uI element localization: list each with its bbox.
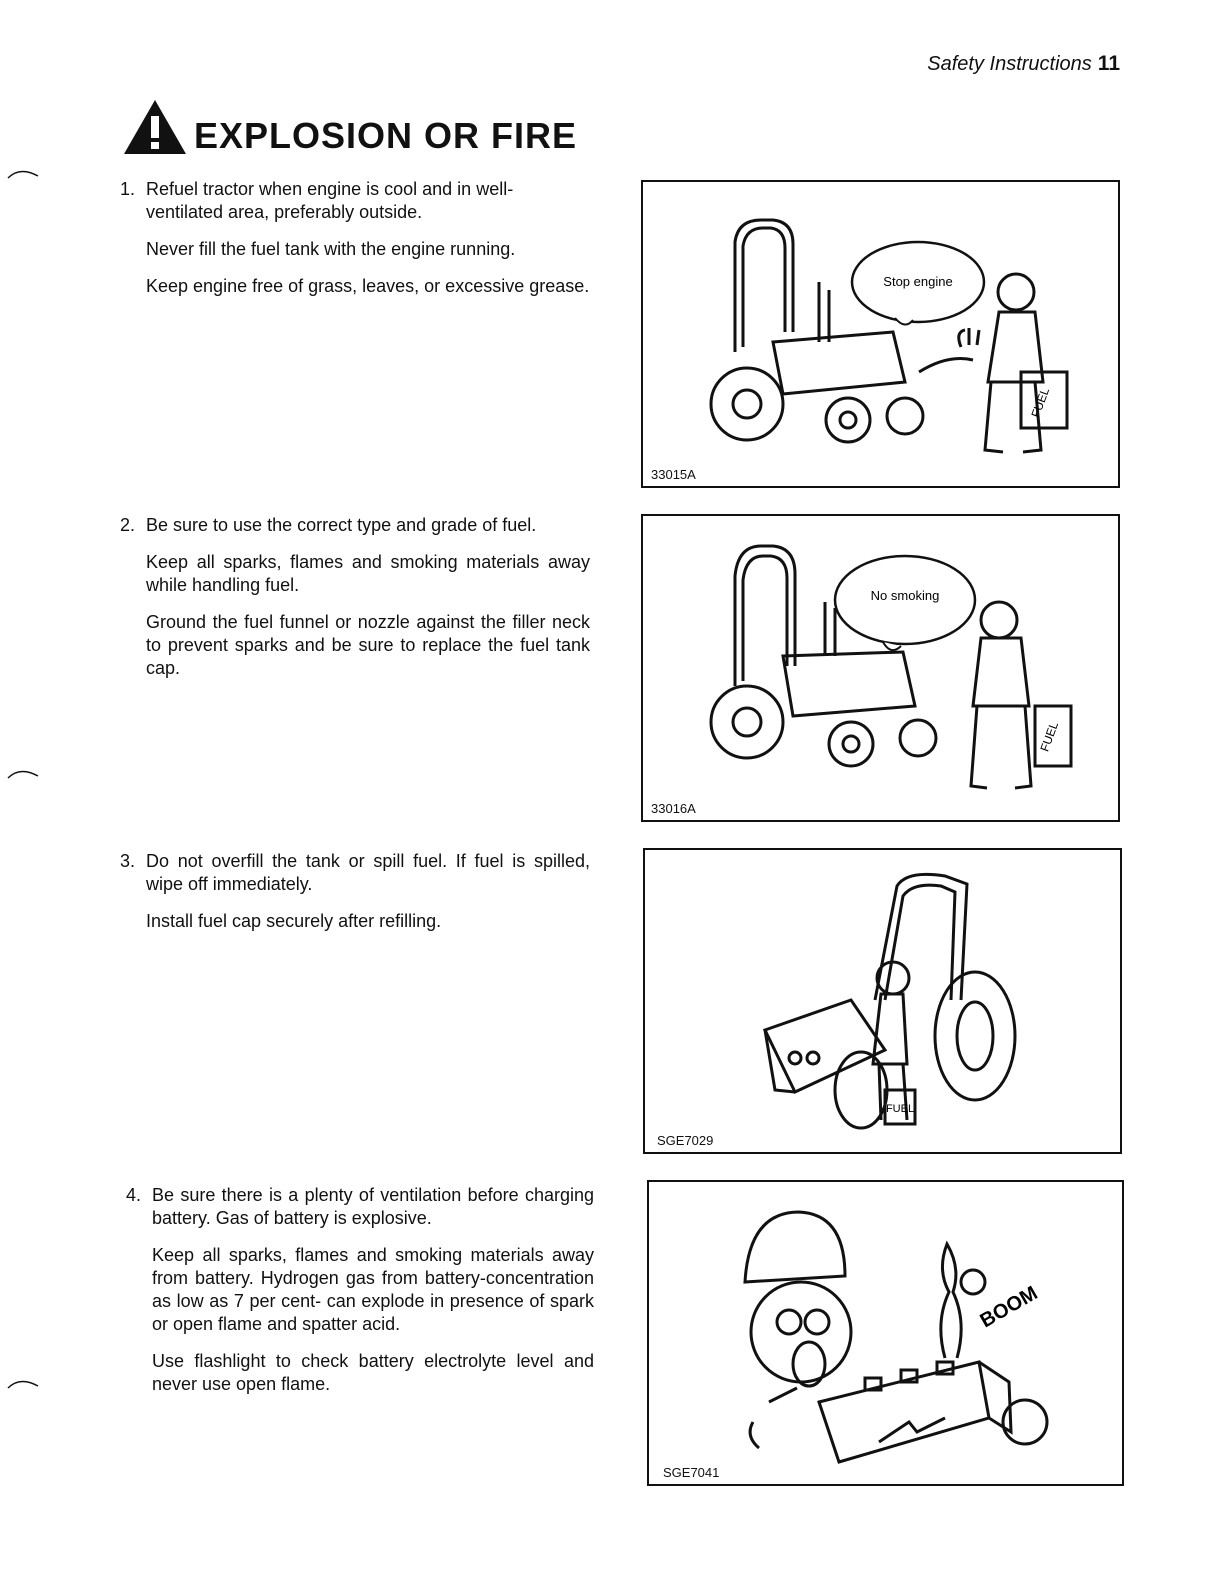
figure-stop-engine xyxy=(641,180,1120,488)
header-section: Safety Instructions xyxy=(927,53,1092,75)
item-lead: Refuel tractor when engine is cool and in well-ventilated area, preferably outside. xyxy=(146,179,514,222)
item-paragraph: Keep all sparks, flames and smoking materials away from battery. Hydrogen gas from battery-concentration as low as 7 per cent- can explode in presence of spark or open flame and spatter acid. xyxy=(152,1245,594,1334)
item-paragraph: Ground the fuel funnel or nozzle against the filler neck to prevent sparks and be sure to replace the fuel tank cap. xyxy=(146,612,590,678)
item-lead: Be sure there is a plenty of ventilation before charging battery. Gas of battery is explosive. xyxy=(152,1185,594,1228)
tractor-illustration xyxy=(643,516,1118,820)
figure-caption: SGE7041 xyxy=(663,1465,720,1480)
instruction-item-4 xyxy=(126,1184,594,1410)
figure-caption: 33015A xyxy=(651,467,696,482)
figure-caption: 33016A xyxy=(651,801,696,816)
fuel-can-label: FUEL xyxy=(1037,719,1062,754)
item-lead: Be sure to use the correct type and grade of fuel. xyxy=(146,515,537,535)
item-number: 3. xyxy=(120,851,136,871)
margin-mark xyxy=(6,1376,40,1390)
item-paragraph: Install fuel cap securely after refilling. xyxy=(146,911,442,931)
item-number: 1. xyxy=(120,179,136,199)
figure-fuel-cap xyxy=(643,848,1122,1154)
boom-text: BOOM xyxy=(976,1282,1042,1333)
margin-mark xyxy=(6,166,40,180)
item-lead: Do not overfill the tank or spill fuel. If fuel is spilled, wipe off immediately. xyxy=(146,851,590,894)
item-paragraph: Keep all sparks, flames and smoking materials away while handling fuel. xyxy=(146,552,590,595)
margin-mark xyxy=(6,766,40,780)
figure-caption: SGE7029 xyxy=(657,1133,714,1148)
page-number: 11 xyxy=(1097,52,1120,75)
warning-triangle-icon xyxy=(122,98,188,156)
figure-no-smoking xyxy=(641,514,1120,822)
battery-explosion-illustration xyxy=(649,1182,1122,1484)
tractor-illustration xyxy=(643,182,1118,486)
tractor-illustration xyxy=(645,850,1120,1152)
instruction-item-1 xyxy=(120,178,590,312)
fuel-can-label: FUEL xyxy=(885,1103,915,1115)
fuel-can-label: FUEL xyxy=(1028,385,1053,420)
item-number: 2. xyxy=(120,515,136,535)
speech-bubble-text: No smoking xyxy=(870,588,940,603)
instruction-item-2 xyxy=(120,514,590,694)
item-paragraph: Keep engine free of grass, leaves, or excessive grease. xyxy=(146,276,590,296)
instruction-item-3 xyxy=(120,850,590,947)
figure-battery-explosion xyxy=(647,1180,1124,1486)
item-paragraph: Use flashlight to check battery electrolyte level and never use open flame. xyxy=(152,1351,594,1394)
section-heading xyxy=(122,98,577,156)
speech-bubble-text: Stop engine xyxy=(883,274,953,289)
page-header xyxy=(927,52,1120,76)
page-title: EXPLOSION OR FIRE xyxy=(194,115,578,156)
item-paragraph: Never fill the fuel tank with the engine running. xyxy=(146,239,516,259)
item-number: 4. xyxy=(126,1185,142,1205)
